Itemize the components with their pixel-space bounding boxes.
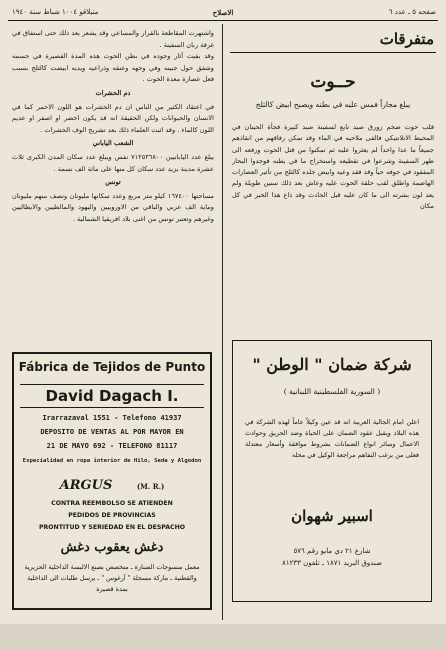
- address-street: شارع ٢١ دي مايو رقم ٥٧٦: [293, 547, 371, 555]
- arabic-owner-name: دغش يعقوب دغش: [60, 540, 164, 555]
- phone-line: 21 DE MAYO 692 - TELEFONO 81117: [46, 442, 178, 450]
- company-name: شركة ضمان " الوطن ": [252, 355, 412, 374]
- column-divider: [222, 24, 223, 620]
- brand-trademark: (M. R.): [136, 482, 165, 491]
- page-bottom-edge: [0, 624, 446, 650]
- left-articles: [12, 28, 214, 226]
- section-title: متفرقات: [379, 30, 434, 48]
- article-subtitle: يبلغ مجاراً فمس عليه في بطنه ويصبح ابيض كالثلج: [255, 100, 411, 109]
- subheading: تونس: [105, 178, 121, 187]
- header-page-number: صفحه ٥ ـ عدد ٦: [388, 8, 436, 16]
- article-paragraph: واشتهرت المقاطعة بالقرار والمساعي وقد يشعر بعد ذلك حتى استفاق في غرفة ربان السفينة .: [12, 29, 214, 49]
- subheading: دم الحشرات: [95, 88, 131, 97]
- article-paragraph: في اعتقاد الكثير من الناس ان دم الحشرات هو اللون الاحمر كما في الانسان والحيوانات ولكن الحقيقة انه قد يكون اخضر او اصفر او عديم اللون كالماء . وقد اثبت العلماء ذلك بعد تشريح الوف الحشرات .: [12, 102, 214, 134]
- address-line: Irarrazaval 1551 - Telefono 41937: [42, 414, 182, 422]
- provinces-line: PEDIDOS DE PROVINCIAS: [68, 512, 156, 519]
- header-masthead: الاصلاح: [212, 8, 234, 17]
- article-paragraph: مساحتها ١٦٧٤٠٠ كيلو متر مربع وعدد سكانها مليونان ونصف منهم مليونان وماية الف عربي والباقي من الاوروبيين واليهود والمالطيين والايطاليين وغيرهم وتعتبر تونس من اغنى بلاد افريقيا الشمالية .: [12, 191, 214, 223]
- agent-name: اسبير شهوان: [291, 507, 373, 525]
- company-subtitle: ( السورية الفلسطينية اللبنانية ): [283, 387, 381, 396]
- article-body: قلب حوت ضخم زورق صيد تابع لسفينة صيد كبيرة فجأة الحيتان في المحيط الاتلانتيكي فالقى ملاحيه في الماء وقد تمكن رفاقهم من انقاذهم جميعاً ما عدا واحداً لم يعثروا عليه ثم تمكنوا من قتل الحوت ورفعه الى ظهر السفينة وشرعوا في تقطيعه واستخراج ما في بطنه فوجدوا البحار المفقود في جوفه حياً وقد فقد وعيه وابيض جلده كالثلج من تأثير العصارات الهاضمة واطلق لقب حلقة الحوت عليه وعاش بعد ذلك سنين طويلة ولم يعد لون بشرته الى ما كان عليه قبل الحادث وقد ذاع هذا الخبر في كل مكان: [232, 123, 434, 211]
- section-divider: [230, 52, 436, 53]
- deposit-line: DEPOSITO DE VENTAS AL POR MAYOR EN: [40, 428, 184, 436]
- advertisement-text: اعلن امام الجالية العربية انه قد عين وكيلاً عاماً لهذه الشركة في هذه البلاد ويقبل عقود الضمان على الحياة وضد الحريق وحوادث الاعمال وسائر انواع الضمانات بشروط موافقة وأسعار معتدلة فعلى من يرغب التفاهم مراجعة الوكيل في محله: [245, 418, 419, 459]
- address-po-box: صندوق البريد ١٨٧١ ـ تلفون ٨١٢٣٣: [282, 559, 382, 567]
- reimbursement-line: CONTRA REEMBOLSO SE ATIENDEN: [51, 500, 173, 507]
- factory-title: Fábrica de Tejidos de Punto: [18, 360, 206, 374]
- textile-advertisement: [12, 352, 212, 610]
- owner-name: David Dagach I.: [20, 384, 204, 408]
- header-date: متيلاقو ١٠٠٤ شباط سنة ١٩٤٠: [12, 8, 99, 16]
- article-paragraph: وقد بقيت آثار وجوده في بطن الحوت هذه المدة القصيرة في جسمه وشقق حول جبينه وفي وجهه وعنقه وذراعيه ويديه ابيضت كالثلج بسبب فعل عصارة معدة الحوت .: [12, 52, 214, 84]
- specialty-line: Especialidad en ropa interior de Hilo, Seda y Algodon: [22, 458, 202, 464]
- arabic-advertisement-text: معمل منسوجات الصنارة ـ متخصص بصنع الالبسة الداخلية الحريرية والقطنية ـ ماركة مسجلة " آرغوس " ـ يرسل طلبات الى الداخلية بمدة قصيرة: [24, 563, 200, 593]
- article-title: حــوت: [310, 72, 356, 92]
- insurance-advertisement: [232, 340, 432, 602]
- agent-address: [233, 545, 431, 569]
- brand-name: [14, 478, 210, 493]
- subheading: الشعب الياباني: [92, 139, 134, 148]
- page-header: [8, 6, 438, 21]
- brand-logo: ARGUS: [59, 478, 113, 493]
- dispatch-line: PRONTITUD Y SERIEDAD EN EL DESPACHO: [38, 524, 186, 531]
- article-paragraph: يبلغ عدد اليابانيين ٧١٢٥٣٦٨٠٠ نفس ويبلغ عدد سكان المدن الكبرى ثلاث عشرة مدينة يزيد عدد سكان كل منها على مائة الف نسمة .: [12, 152, 214, 173]
